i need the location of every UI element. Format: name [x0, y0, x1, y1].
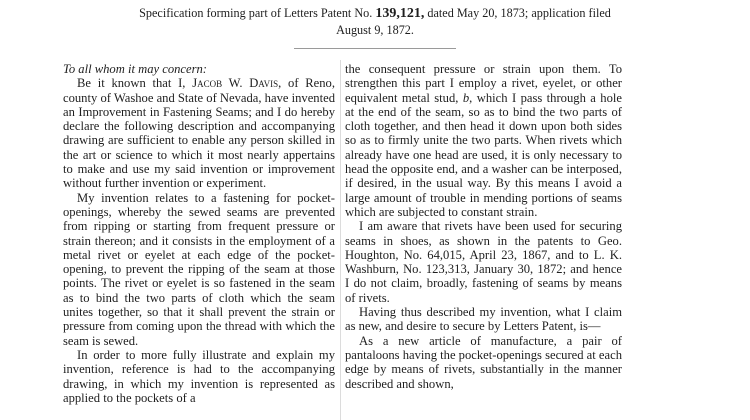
patent-number: 139,121,: [375, 6, 425, 21]
intro-text-b: , of Reno, county of Washoe and State of Nevada, have invented an Improvement in Fastening Seams; and I do hereby declare the following description and accompanying drawing are sufficient to enable any person skilled in the art or science to which it most nearly appertains to make and use my said invention or improvement without further invention or experiment.: [63, 76, 335, 191]
left-column: [63, 62, 335, 405]
spec-prefix: Specification forming part of Letters Patent No.: [139, 6, 373, 20]
spec-suffix: dated May 20, 1873; application filed: [427, 6, 611, 20]
right-column: [345, 62, 622, 391]
paragraph-invention: My invention relates to a fastening for pocket-openings, whereby the sewed seams are prevented from ripping or starting from frequent pressure or strain thereon; and it consists in the employment of a metal rivet or eyelet at each edge of the pocket-opening, to prevent the ripping of the seam at those points. The rivet or eyelet is so fastened in the seam as to bind the two parts of cloth which the seam unites together, so that it shall prevent the strain or pressure from coming upon the thread with which the seam is sewed.: [63, 190, 335, 348]
salutation: To all whom it may concern:: [63, 62, 208, 76]
column-divider: [340, 60, 341, 420]
header-divider: [294, 48, 456, 49]
paragraph-rivet: [345, 62, 622, 219]
rivet-text-a: the consequent pressure or strain upon them. To strengthen this part I employ a rivet, eyelet, or other equivalent metal stud,: [345, 62, 622, 105]
filed-date: August 9, 1872.: [336, 23, 414, 37]
patent-header: [0, 5, 750, 38]
paragraph-prior-art: I am aware that rivets have been used for securing seams in shoes, as shown in the patents to Geo. Houghton, No. 64,015, April 23, 1867, and to L. K. Washburn, No. 123,313, January 30, 1872; and hence I do not claim, broadly, fastening of seams by means of rivets.: [345, 219, 622, 305]
header-line-1: [0, 5, 750, 22]
paragraph-claim-intro: Having thus described my invention, what I claim as new, and desire to secure by Letters Patent, is—: [345, 305, 622, 334]
paragraph-drawing: In order to more fully illustrate and explain my invention, reference is had to the accompanying drawing, in which my invention is represented as applied to the pockets of a: [63, 347, 335, 405]
paragraph-intro: [63, 76, 335, 190]
stud-letter: b: [462, 90, 470, 105]
rivet-text-c: , which I pass through a hole at the end of the seam, so as to bind the two parts of cloth together, and then head it down upon both sides so as to firmly unite the two parts. When rivets which already have one head are used, it is only necessary to head the opposite end, and a washer can be interposed, if desired, in the usual way. By this means I avoid a large amount of trouble in mending portions of seams which are subjected to constant strain.: [345, 90, 622, 219]
paragraph-claim: As a new article of manufacture, a pair of pantaloons having the pocket-openings secured at each edge by means of rivets, substantially in the manner described and shown,: [345, 333, 622, 391]
intro-text-a: Be it known that I,: [77, 76, 193, 91]
inventor-name: Jacob W. Davis: [192, 76, 279, 91]
